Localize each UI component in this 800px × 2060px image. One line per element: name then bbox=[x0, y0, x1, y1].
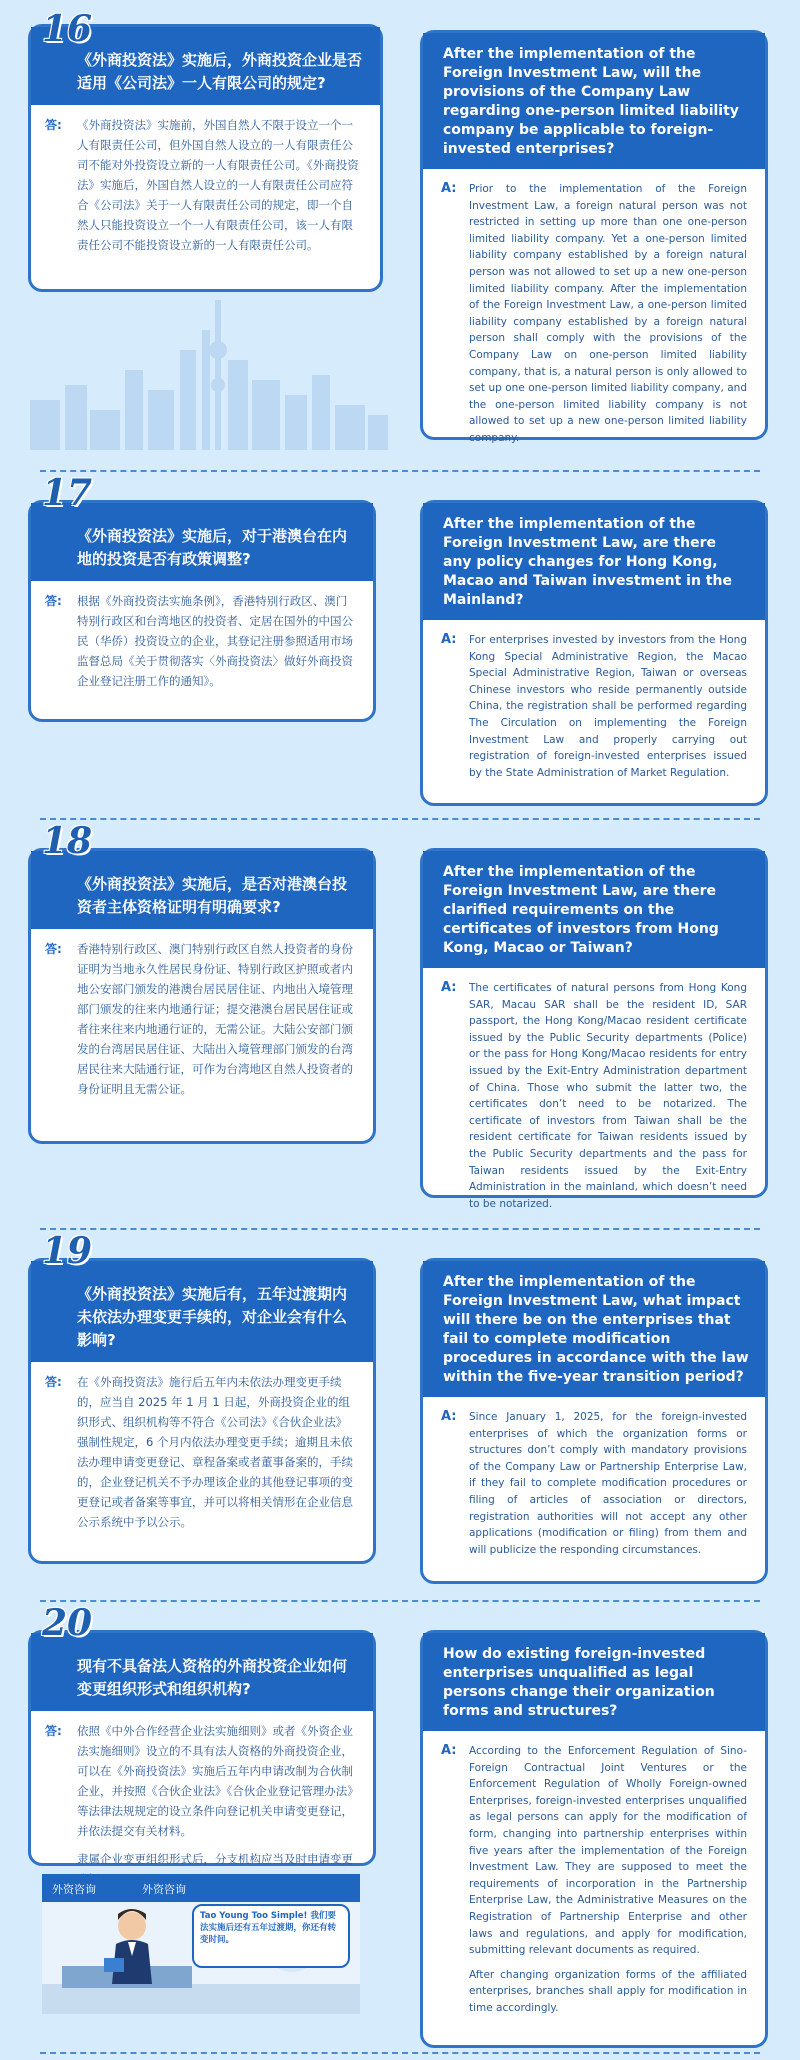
zh-question: 《外商投资法》实施后，是否对港澳台投资者主体资格证明有明确要求? bbox=[31, 851, 373, 929]
answer-mark: 答: bbox=[45, 118, 62, 132]
question-number: 16 bbox=[42, 8, 93, 50]
en-card bbox=[420, 1630, 768, 2048]
zh-answer: 《外商投资法》实施前，外国自然人不限于设立一个一人有限责任公司，但外国自然人设立的一人有限责任公司不能对外投资设立新的一人有限责任公司。《外商投资法》实施后，外国自然人设立的一人有限责任公司应符合《公司法》关于一人有限责任公司的规定，即一个自然人只能投资设立一个一人有限责任公司，该一人有限责任公司不能投资设立新的一人有限责任公司。 bbox=[77, 118, 359, 252]
en-answer-block bbox=[423, 169, 765, 457]
question-number: 18 bbox=[42, 820, 93, 862]
zh-question: 《外商投资法》实施后，外商投资企业是否适用《公司法》一人有限公司的规定? bbox=[31, 27, 380, 105]
zh-card bbox=[28, 24, 383, 292]
en-question: After the implementation of the Foreign Investment Law, will the provisions of the Company Law regarding one-person limited liability company be applicable to foreign-invested enterprises? bbox=[423, 33, 765, 169]
en-answer: According to the Enforcement Regulation of Sino-Foreign Contractual Joint Ventures or the Enforcement Regulation of Wholly Foreign-owned Enterprises, foreign-invested enterprises unqualified as legal persons can apply for the modification of form, changing into partnership enterprises within five years after the implementation of the Foreign Investment Law. They are supposed to meet the requirements of incorporation in the Partnership Enterprise Law, the Administrative Measures on the Registration of Partnership Enterprise and other laws and regulations, and apply for modification, submitting relevant documents as required. bbox=[469, 1745, 747, 1957]
question-number: 19 bbox=[42, 1230, 93, 1272]
en-answer: The certificates of natural persons from Hong Kong SAR, Macau SAR shall be the resident ID, SAR passport, the Hong Kong/Macao resident certificate issued by the Public Security departments (Police) or the pass for Hong Kong/Macao residents for entry issued by the Exit-Entry Administration department of China. Those who submit the latter two, the certificates don’t need to be notarized. The certificate of investors from Taiwan shall be the resident certificate for Taiwan residents issued by the Public Security departments and the pass for Taiwan residents issued by the Exit-Entry Administration in the mainland, which doesn’t need to be notarized. bbox=[469, 982, 747, 1210]
zh-answer-block bbox=[31, 581, 373, 701]
zh-question: 《外商投资法》实施后有，五年过渡期内未依法办理变更手续的，对企业会有什么影响? bbox=[31, 1261, 373, 1362]
en-answer: For enterprises invested by investors from the Hong Kong Special Administrative Region, the Macao Special Administrative Region, Taiwan or overseas Chinese investors who reside permanently outside China, the registration shall be performed regarding The Circulation on implementing the Foreign Investment Law and properly carrying out registration of foreign-invested enterprises issued by the State Administration of Market Regulation. bbox=[469, 634, 747, 779]
answer-mark: A: bbox=[441, 980, 457, 995]
zh-card bbox=[28, 1630, 376, 1866]
en-answer: Since January 1, 2025, for the foreign-invested enterprises of which the organization forms or structures don’t comply with mandatory provisions of the Company Law or Partnership Enterprise Law, if they fail to complete modification procedures or filing of articles of association or directors, registration authorities will not accept any other applications (modification or filing) from them and will publicize the responding circumstances. bbox=[469, 1411, 747, 1556]
en-answer-block bbox=[423, 968, 765, 1222]
answer-mark: 答: bbox=[45, 1375, 62, 1389]
answer-mark: A: bbox=[441, 1409, 457, 1424]
zh-card bbox=[28, 500, 376, 722]
zh-answer: 香港特别行政区、澳门特别行政区自然人投资者的身份证明为当地永久性居民身份证、特别行政区护照或者内地公安部门颁发的港澳台居民居住证、内地出入境管理部门颁发的往来内地通行证；提交港澳台居民居住证或者往来往来内地通行证的，无需公证。大陆公安部门颁发的台湾居民居住证、大陆出入境管理部门颁发的台湾居民往来大陆通行证，可作为台湾地区自然人投资者的身份证明且无需公证。 bbox=[77, 942, 353, 1096]
answer-mark: A: bbox=[441, 181, 457, 196]
zh-answer-block bbox=[31, 929, 373, 1109]
banner-label-right: 外资咨询 bbox=[142, 1883, 186, 1896]
zh-question: 《外商投资法》实施后，对于港澳台在内地的投资是否有政策调整? bbox=[31, 503, 373, 581]
section-divider bbox=[40, 470, 760, 472]
en-answer: Prior to the implementation of the Foreign Investment Law, a foreign natural person was not restricted in setting up more than one one-person limited liability company. Yet a one-person limited liability company established by a foreign natural person was not allowed to set up a new one-person limited liability company. After the implementation of the Foreign Investment Law, a one-person limited liability company established by a foreign natural person shall comply with the provisions of the Company Law on one-person limited liability company, that is, a natural person is only allowed to set up one one-person limited liability company, and the one-person limited liability company is not allowed to set up a new one-person limited liability company. bbox=[469, 183, 747, 444]
zh-answer-2: 隶属企业变更组织形式后，分支机构应当及时申请变更 bbox=[77, 1852, 353, 1866]
section-divider bbox=[40, 1600, 760, 1602]
answer-mark: 答: bbox=[45, 594, 62, 608]
en-question: After the implementation of the Foreign Investment Law, what impact will there be on the enterprises that fail to complete modification procedures in accordance with the law within the five-year transition period? bbox=[423, 1261, 765, 1397]
en-answer-block bbox=[423, 620, 765, 791]
en-card bbox=[420, 1258, 768, 1584]
answer-mark: A: bbox=[441, 632, 457, 647]
zh-card bbox=[28, 848, 376, 1144]
zh-card bbox=[28, 1258, 376, 1564]
en-question: How do existing foreign-invested enterprises unqualified as legal persons change their organization forms and structures? bbox=[423, 1633, 765, 1731]
question-number: 20 bbox=[42, 1602, 93, 1644]
city-skyline-illustration bbox=[20, 290, 390, 450]
zh-answer-block bbox=[31, 105, 380, 265]
en-answer-block bbox=[423, 1397, 765, 1568]
speech-bubble bbox=[192, 1904, 350, 1968]
en-answer-block bbox=[423, 1731, 765, 2027]
section-divider bbox=[40, 818, 760, 820]
zh-answer: 在《外商投资法》施行后五年内未依法办理变更手续的，应当自 2025 年 1 月 1 日起，外商投资企业的组织形式、组织机构等不符合《公司法》《合伙企业法》强制性规定，6 个月内依法办理变更手续；逾期且未依法办理申请变更登记、章程备案或者董事备案的，手续的，企业登记机关不予办理该企业的其他登记事项的变更登记或者备案等事宜，并可以将相关情形在企业信息公示系统中予以公示。 bbox=[77, 1375, 353, 1529]
en-question: After the implementation of the Foreign Investment Law, are there clarified requirements on the certificates of investors from Hong Kong, Macao or Taiwan? bbox=[423, 851, 765, 968]
banner-label-left: 外资咨询 bbox=[52, 1883, 96, 1896]
answer-mark: 答: bbox=[45, 942, 62, 956]
section-divider bbox=[40, 2052, 760, 2054]
en-question: After the implementation of the Foreign Investment Law, are there any policy changes for Hong Kong, Macao and Taiwan investment in the Mainland? bbox=[423, 503, 765, 620]
answer-mark: 答: bbox=[45, 1724, 62, 1738]
consultation-scene bbox=[42, 1874, 360, 2014]
zh-question: 现有不具备法人资格的外商投资企业如何变更组织形式和组织机构? bbox=[31, 1633, 373, 1711]
zh-answer-block bbox=[31, 1362, 373, 1542]
zh-answer: 根据《外商投资法实施条例》，香港特别行政区、澳门特别行政区和台湾地区的投资者、定居在国外的中国公民（华侨）投资设立的企业，其登记注册参照适用市场监督总局《关于贯彻落实〈外商投资法〉做好外商投资企业登记注册工作的通知》。 bbox=[77, 594, 353, 688]
en-card bbox=[420, 500, 768, 806]
zh-answer-block bbox=[31, 1711, 373, 1899]
answer-mark: A: bbox=[441, 1743, 457, 1758]
en-card bbox=[420, 848, 768, 1210]
zh-answer: 依照《中外合作经营企业法实施细则》或者《外资企业法实施细则》设立的不具有法人资格的外商投资企业，可以在《外商投资法》实施后五年内申请改制为合伙制企业，并按照《合伙企业法》《合伙企业登记管理办法》等法律法规规定的设立条件向登记机关申请变更登记，并依法提交有关材料。 bbox=[77, 1724, 353, 1838]
en-answer-2: After changing organization forms of the affiliated enterprises, branches shall apply for modification in time accordingly. bbox=[469, 1968, 747, 2014]
section-divider bbox=[40, 1228, 760, 1230]
question-number: 17 bbox=[42, 472, 93, 514]
en-card bbox=[420, 30, 768, 444]
speech-bubble-text: Tao Young Too Simple! 我们要法实施后还有五年过渡期，你还有转变时间。 bbox=[200, 1911, 337, 1945]
